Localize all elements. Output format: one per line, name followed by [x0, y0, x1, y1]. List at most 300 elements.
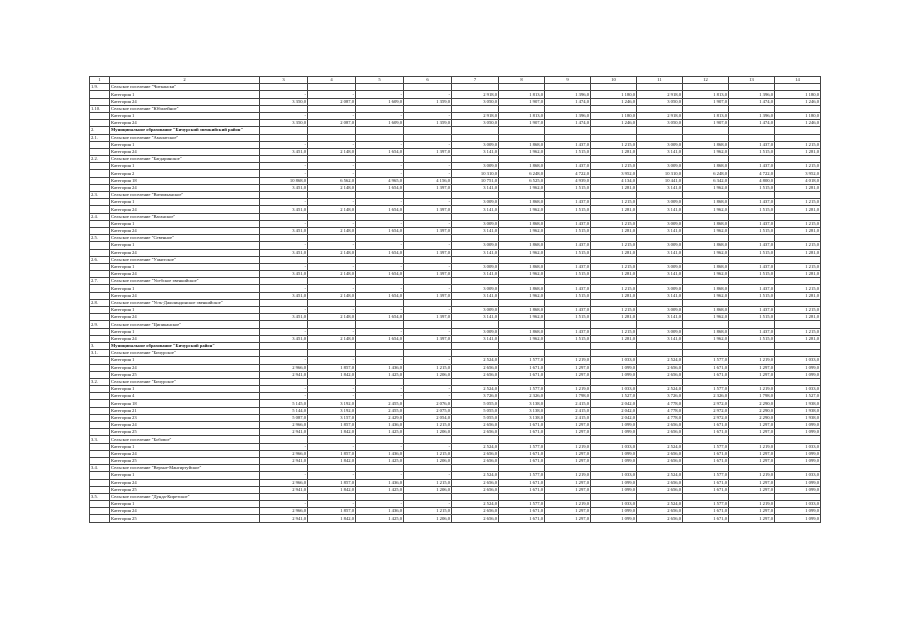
value-cell: 1 215,0 — [591, 263, 637, 270]
value-cell — [499, 156, 545, 163]
table-row — [90, 364, 821, 371]
value-cell: 6 342,0 — [683, 177, 729, 184]
value-cell — [637, 105, 683, 112]
value-cell: 1 962,0 — [683, 206, 729, 213]
row-number-cell — [90, 148, 110, 155]
value-cell — [729, 134, 775, 141]
value-cell: 1 962,0 — [499, 335, 545, 342]
value-cell: 1 938,0 — [775, 407, 821, 414]
value-cell: 1 527,0 — [591, 393, 637, 400]
value-cell: 1 962,0 — [499, 314, 545, 321]
value-cell: 1 281,0 — [775, 292, 821, 299]
table-row — [90, 335, 821, 342]
table-row — [90, 285, 821, 292]
value-cell — [545, 105, 591, 112]
value-cell: - — [260, 91, 308, 98]
subsection-row — [90, 299, 821, 306]
value-cell — [499, 105, 545, 112]
value-cell: 1 099,0 — [591, 515, 637, 522]
value-cell: - — [308, 112, 356, 119]
value-cell — [308, 299, 356, 306]
value-cell: 1 671,0 — [683, 479, 729, 486]
value-cell: 1 515,0 — [545, 292, 591, 299]
value-cell: 3 451,0 — [260, 271, 308, 278]
value-cell — [452, 105, 499, 112]
value-cell — [683, 127, 729, 134]
value-cell: 1 654,0 — [356, 292, 404, 299]
value-cell: 1 938,0 — [775, 414, 821, 421]
row-number-cell — [90, 414, 110, 421]
value-cell: 3 138,0 — [499, 407, 545, 414]
value-cell: 1 437,0 — [545, 242, 591, 249]
value-cell: 1 515,0 — [545, 206, 591, 213]
value-cell: 1 868,0 — [683, 141, 729, 148]
value-cell: 2 656,0 — [452, 508, 499, 515]
value-cell — [683, 105, 729, 112]
value-cell: - — [308, 220, 356, 227]
category-name-cell: Категория 1 — [110, 91, 260, 98]
value-cell: 1 842,0 — [308, 486, 356, 493]
value-cell — [356, 127, 404, 134]
value-cell — [499, 278, 545, 285]
value-cell: 1 297,0 — [545, 479, 591, 486]
settlement-name-cell: Сельское поселение "Витимканское" — [110, 192, 260, 199]
value-cell: 1 099,0 — [775, 457, 821, 464]
value-cell: 1 297,0 — [729, 457, 775, 464]
category-name-cell: Категория 25 — [110, 371, 260, 378]
value-cell: 1 962,0 — [499, 249, 545, 256]
value-cell: 1 099,0 — [591, 429, 637, 436]
value-cell: 1 099,0 — [591, 508, 637, 515]
value-cell: 1 515,0 — [729, 292, 775, 299]
value-cell: 2 415,0 — [545, 400, 591, 407]
table-row — [90, 508, 821, 515]
header-cell-2: 2 — [110, 77, 260, 84]
value-cell — [637, 493, 683, 500]
value-cell — [729, 378, 775, 385]
value-cell: 1 515,0 — [729, 227, 775, 234]
subsection-row — [90, 235, 821, 242]
value-cell — [775, 436, 821, 443]
category-name-cell: Категория 18 — [110, 177, 260, 184]
value-cell: 1 297,0 — [729, 486, 775, 493]
value-cell: - — [308, 386, 356, 393]
value-cell: 1 962,0 — [683, 335, 729, 342]
value-cell: 1 868,0 — [499, 220, 545, 227]
category-name-cell: Категория 24 — [110, 508, 260, 515]
value-cell: - — [308, 263, 356, 270]
value-cell: 5 144,0 — [260, 407, 308, 414]
category-name-cell: Категория 24 — [110, 148, 260, 155]
category-name-cell: Категория 25 — [110, 486, 260, 493]
value-cell — [260, 436, 308, 443]
value-cell: 2 326,0 — [683, 393, 729, 400]
value-cell — [499, 299, 545, 306]
value-cell: 2 524,0 — [452, 357, 499, 364]
value-cell: 1 033,0 — [775, 443, 821, 450]
value-cell: 3 009,0 — [637, 285, 683, 292]
value-cell — [545, 235, 591, 242]
value-cell: 1 813,0 — [683, 91, 729, 98]
value-cell: 2 656,0 — [637, 429, 683, 436]
row-number-cell — [90, 307, 110, 314]
value-cell — [452, 350, 499, 357]
value-cell — [637, 84, 683, 91]
value-cell — [729, 156, 775, 163]
value-cell: 1 857,0 — [308, 479, 356, 486]
value-cell: 1 215,0 — [404, 508, 452, 515]
value-cell: 1 437,0 — [545, 199, 591, 206]
category-name-cell: Категория 21 — [110, 407, 260, 414]
value-cell: 1 577,0 — [683, 386, 729, 393]
category-name-cell: Категория 1 — [110, 199, 260, 206]
row-number-cell — [90, 364, 110, 371]
value-cell — [356, 350, 404, 357]
value-cell: 2 148,0 — [308, 249, 356, 256]
value-cell: 1 297,0 — [545, 515, 591, 522]
value-cell: - — [404, 386, 452, 393]
row-number-cell — [90, 163, 110, 170]
value-cell: 1 437,0 — [729, 242, 775, 249]
row-number-cell — [90, 249, 110, 256]
value-cell: 1 219,0 — [729, 443, 775, 450]
value-cell — [356, 378, 404, 385]
value-cell: 1 868,0 — [499, 141, 545, 148]
value-cell: 1 099,0 — [591, 371, 637, 378]
category-name-cell: Категория 24 — [110, 98, 260, 105]
value-cell — [260, 105, 308, 112]
value-cell: 1 868,0 — [683, 285, 729, 292]
row-number-cell — [90, 357, 110, 364]
value-cell: - — [404, 501, 452, 508]
value-cell — [775, 213, 821, 220]
value-cell: 1 219,0 — [545, 443, 591, 450]
value-cell — [404, 278, 452, 285]
value-cell: 2 087,0 — [308, 120, 356, 127]
value-cell: 1 577,0 — [683, 472, 729, 479]
value-cell: - — [308, 443, 356, 450]
value-cell — [775, 321, 821, 328]
value-cell: 3 141,0 — [452, 148, 499, 155]
value-cell — [356, 278, 404, 285]
value-cell — [404, 342, 452, 349]
value-cell: 1 671,0 — [683, 457, 729, 464]
row-number-cell — [90, 393, 110, 400]
value-cell — [260, 134, 308, 141]
row-number-cell: 2.9. — [90, 321, 110, 328]
value-cell — [683, 299, 729, 306]
value-cell — [545, 378, 591, 385]
value-cell: 1 281,0 — [775, 314, 821, 321]
value-cell — [729, 321, 775, 328]
subsection-row — [90, 84, 821, 91]
value-cell — [356, 84, 404, 91]
value-cell: 1 868,0 — [683, 220, 729, 227]
value-cell — [356, 235, 404, 242]
value-cell: 2 326,0 — [499, 393, 545, 400]
value-cell — [452, 134, 499, 141]
value-cell: 2 524,0 — [637, 501, 683, 508]
value-cell: 1 219,0 — [729, 472, 775, 479]
value-cell: 1 437,0 — [545, 163, 591, 170]
value-cell: 4 778,0 — [637, 407, 683, 414]
value-cell — [260, 192, 308, 199]
value-cell: 1 099,0 — [775, 515, 821, 522]
table-row — [90, 170, 821, 177]
value-cell: 1 437,0 — [729, 141, 775, 148]
value-cell: 1 671,0 — [683, 486, 729, 493]
value-cell: 4 134,0 — [591, 177, 637, 184]
value-cell: 1 515,0 — [545, 184, 591, 191]
value-cell: 1 099,0 — [591, 450, 637, 457]
table-row — [90, 98, 821, 105]
value-cell: 3 009,0 — [637, 163, 683, 170]
value-cell: 1 654,0 — [356, 227, 404, 234]
value-cell: 2 656,0 — [452, 457, 499, 464]
value-cell: 1 654,0 — [356, 314, 404, 321]
row-number-cell — [90, 472, 110, 479]
table-row — [90, 271, 821, 278]
value-cell — [637, 378, 683, 385]
value-cell: - — [308, 199, 356, 206]
value-cell: 1 907,0 — [683, 120, 729, 127]
value-cell — [637, 256, 683, 263]
value-cell: 3 141,0 — [452, 206, 499, 213]
table-row — [90, 307, 821, 314]
value-cell: 1 219,0 — [545, 472, 591, 479]
value-cell: - — [404, 112, 452, 119]
value-cell — [775, 256, 821, 263]
value-cell: 2 966,0 — [260, 364, 308, 371]
value-cell: 6 525,0 — [499, 177, 545, 184]
category-name-cell: Категория 25 — [110, 515, 260, 522]
value-cell: 1 868,0 — [499, 242, 545, 249]
table-row — [90, 371, 821, 378]
value-cell: - — [308, 141, 356, 148]
category-name-cell: Категория 24 — [110, 292, 260, 299]
value-cell — [260, 378, 308, 385]
table-row — [90, 263, 821, 270]
value-cell: 1 437,0 — [729, 285, 775, 292]
value-cell: - — [260, 307, 308, 314]
value-cell: 1 437,0 — [545, 141, 591, 148]
value-cell — [356, 156, 404, 163]
value-cell: 2 918,0 — [452, 91, 499, 98]
section-title-cell: Муниципальное образование "Бичурский эвенкийский район" — [110, 127, 260, 134]
value-cell: - — [356, 141, 404, 148]
value-cell: - — [404, 141, 452, 148]
value-cell — [356, 342, 404, 349]
value-cell: 1 281,0 — [775, 335, 821, 342]
value-cell: 3 141,0 — [637, 206, 683, 213]
row-number-cell: 1.10. — [90, 105, 110, 112]
category-name-cell: Категория 24 — [110, 249, 260, 256]
category-name-cell: Категория 1 — [110, 307, 260, 314]
value-cell: 2 148,0 — [308, 314, 356, 321]
value-cell — [775, 299, 821, 306]
value-cell — [775, 278, 821, 285]
value-cell: 1 962,0 — [499, 206, 545, 213]
value-cell — [260, 127, 308, 134]
subsection-row — [90, 321, 821, 328]
value-cell: 2 290,0 — [729, 400, 775, 407]
value-cell: 1 577,0 — [683, 443, 729, 450]
value-cell: 1 671,0 — [499, 429, 545, 436]
row-number-cell — [90, 486, 110, 493]
value-cell: 1 436,0 — [356, 364, 404, 371]
value-cell — [775, 342, 821, 349]
table-row — [90, 429, 821, 436]
table-row — [90, 479, 821, 486]
value-cell: 2 148,0 — [308, 148, 356, 155]
value-cell: 5 145,0 — [260, 400, 308, 407]
table-row — [90, 393, 821, 400]
value-cell: 5 055,0 — [452, 400, 499, 407]
value-cell: 1 281,0 — [591, 271, 637, 278]
value-cell: 1 868,0 — [683, 263, 729, 270]
value-cell: 1 281,0 — [775, 271, 821, 278]
value-cell — [545, 493, 591, 500]
row-number-cell — [90, 177, 110, 184]
value-cell — [545, 192, 591, 199]
row-number-cell — [90, 206, 110, 213]
value-cell — [683, 84, 729, 91]
value-cell — [308, 278, 356, 285]
value-cell — [775, 493, 821, 500]
table-row — [90, 400, 821, 407]
value-cell: 1 868,0 — [499, 328, 545, 335]
row-number-cell — [90, 170, 110, 177]
value-cell: 1 215,0 — [775, 220, 821, 227]
value-cell — [775, 84, 821, 91]
value-cell: - — [356, 393, 404, 400]
value-cell: 2 941,0 — [260, 371, 308, 378]
value-cell — [683, 493, 729, 500]
value-cell: 1 868,0 — [499, 163, 545, 170]
value-cell: - — [404, 328, 452, 335]
value-cell: 1 099,0 — [775, 486, 821, 493]
value-cell: 1 281,0 — [591, 314, 637, 321]
row-number-cell: 3.3. — [90, 436, 110, 443]
value-cell: 2 972,0 — [683, 400, 729, 407]
category-name-cell: Категория 24 — [110, 364, 260, 371]
value-cell: 2 054,0 — [404, 414, 452, 421]
value-cell: 1 425,0 — [356, 429, 404, 436]
value-cell: 1 868,0 — [499, 263, 545, 270]
value-cell: 2 148,0 — [308, 335, 356, 342]
value-cell: - — [356, 307, 404, 314]
table-row — [90, 457, 821, 464]
value-cell: 3 009,0 — [452, 220, 499, 227]
value-cell: 1 297,0 — [729, 479, 775, 486]
value-cell: 1 671,0 — [683, 371, 729, 378]
value-cell: 1 215,0 — [775, 242, 821, 249]
value-cell: 2 941,0 — [260, 457, 308, 464]
value-cell: 1 577,0 — [499, 357, 545, 364]
value-cell — [308, 436, 356, 443]
value-cell: 3 009,0 — [637, 307, 683, 314]
value-cell — [499, 84, 545, 91]
value-cell: 1 215,0 — [591, 199, 637, 206]
value-cell: 1 033,0 — [591, 472, 637, 479]
subsection-row — [90, 493, 821, 500]
value-cell — [729, 213, 775, 220]
table-row — [90, 141, 821, 148]
value-cell: 1 515,0 — [545, 335, 591, 342]
row-number-cell — [90, 314, 110, 321]
value-cell: - — [356, 501, 404, 508]
value-cell — [404, 493, 452, 500]
row-number-cell — [90, 457, 110, 464]
value-cell: 1 297,0 — [545, 422, 591, 429]
value-cell: 2 656,0 — [452, 364, 499, 371]
value-cell: 1 907,0 — [499, 120, 545, 127]
value-cell: - — [404, 170, 452, 177]
value-cell — [308, 156, 356, 163]
value-cell: 2 656,0 — [452, 429, 499, 436]
value-cell: 2 656,0 — [637, 515, 683, 522]
table-row — [90, 112, 821, 119]
value-cell: 1 297,0 — [729, 515, 775, 522]
value-cell: 1 219,0 — [545, 501, 591, 508]
header-cell-10: 10 — [591, 77, 637, 84]
row-number-cell: 2.3. — [90, 192, 110, 199]
value-cell: 3 138,0 — [499, 414, 545, 421]
value-cell — [683, 321, 729, 328]
value-cell — [308, 378, 356, 385]
value-cell: 1 654,0 — [356, 249, 404, 256]
value-cell: 1 215,0 — [404, 422, 452, 429]
value-cell: 1 099,0 — [775, 479, 821, 486]
value-cell: 1 515,0 — [729, 148, 775, 155]
value-cell: 3 050,0 — [452, 98, 499, 105]
value-cell — [308, 235, 356, 242]
value-cell: - — [404, 285, 452, 292]
value-cell: 1 609,0 — [356, 120, 404, 127]
value-cell: 1 515,0 — [545, 271, 591, 278]
value-cell: 1 215,0 — [591, 285, 637, 292]
value-cell — [683, 465, 729, 472]
settlement-name-cell: Сельское поселение "Верхне-Мангиртуйское" — [110, 465, 260, 472]
value-cell: 2 656,0 — [452, 486, 499, 493]
settlement-name-cell: Сельское поселение "Читкански" — [110, 84, 260, 91]
value-cell: 1 868,0 — [499, 199, 545, 206]
value-cell: - — [356, 91, 404, 98]
value-cell — [356, 192, 404, 199]
value-cell: 1 033,0 — [591, 501, 637, 508]
category-name-cell: Категория 1 — [110, 386, 260, 393]
category-name-cell: Категория 4 — [110, 393, 260, 400]
value-cell: 1 962,0 — [499, 148, 545, 155]
value-cell — [683, 235, 729, 242]
value-cell — [637, 235, 683, 242]
value-cell — [775, 156, 821, 163]
value-cell: 1 868,0 — [683, 307, 729, 314]
value-cell — [729, 278, 775, 285]
value-cell: 1 281,0 — [775, 148, 821, 155]
value-cell: 3 138,0 — [499, 400, 545, 407]
value-cell: 1 436,0 — [356, 450, 404, 457]
row-number-cell — [90, 443, 110, 450]
value-cell: - — [308, 170, 356, 177]
value-cell — [637, 299, 683, 306]
value-cell — [591, 235, 637, 242]
header-cell-6: 6 — [404, 77, 452, 84]
value-cell: - — [404, 199, 452, 206]
value-cell — [545, 84, 591, 91]
category-name-cell: Категория 25 — [110, 429, 260, 436]
row-number-cell — [90, 335, 110, 342]
